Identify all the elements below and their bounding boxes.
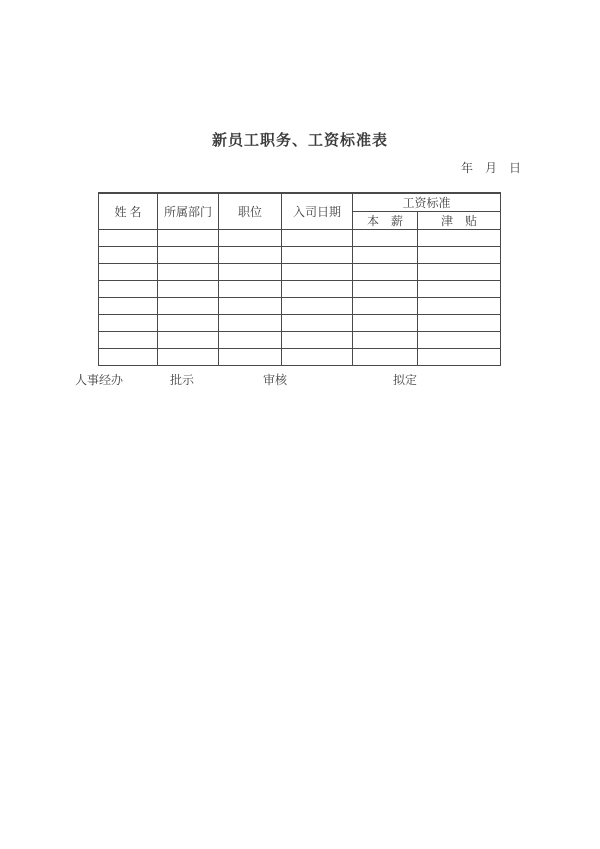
salary-standard-table	[98, 192, 501, 366]
empty-cell	[418, 349, 501, 366]
empty-cell	[282, 247, 353, 264]
col-header-salary-standard: 工资标准	[353, 193, 501, 212]
empty-cell	[418, 247, 501, 264]
empty-cell	[158, 264, 219, 281]
col-header-join-date: 入司日期	[282, 193, 353, 230]
empty-cell	[158, 349, 219, 366]
empty-cell	[219, 230, 282, 247]
empty-cell	[353, 230, 418, 247]
empty-cell	[418, 264, 501, 281]
table-row	[99, 298, 501, 315]
empty-cell	[99, 230, 158, 247]
table-row	[99, 281, 501, 298]
empty-cell	[158, 315, 219, 332]
empty-cell	[219, 332, 282, 349]
empty-cell	[418, 281, 501, 298]
empty-cell	[353, 332, 418, 349]
empty-cell	[353, 264, 418, 281]
empty-cell	[219, 247, 282, 264]
empty-cell	[219, 264, 282, 281]
empty-cell	[99, 298, 158, 315]
empty-cell	[353, 349, 418, 366]
empty-cell	[418, 315, 501, 332]
col-header-position: 职位	[219, 193, 282, 230]
empty-cell	[158, 298, 219, 315]
header-row-1	[99, 193, 501, 212]
table-row	[99, 247, 501, 264]
table-header	[99, 193, 501, 230]
empty-cell	[219, 315, 282, 332]
col-header-allowance: 津 贴	[418, 212, 501, 230]
table-row	[99, 230, 501, 247]
table-row	[99, 315, 501, 332]
col-header-base-salary: 本 薪	[353, 212, 418, 230]
empty-cell	[353, 298, 418, 315]
empty-cell	[282, 349, 353, 366]
empty-cell	[99, 332, 158, 349]
empty-cell	[282, 264, 353, 281]
empty-cell	[99, 247, 158, 264]
empty-cell	[282, 332, 353, 349]
table-row	[99, 264, 501, 281]
empty-cell	[418, 332, 501, 349]
page-title: 新员工职务、工资标准表	[211, 133, 388, 149]
empty-cell	[99, 264, 158, 281]
empty-cell	[219, 298, 282, 315]
empty-cell	[282, 298, 353, 315]
empty-cell	[353, 281, 418, 298]
col-header-name: 姓 名	[99, 193, 158, 230]
empty-cell	[282, 281, 353, 298]
empty-cell	[158, 281, 219, 298]
signature-label-instructions: 批示	[170, 373, 195, 387]
col-header-department: 所属部门	[158, 193, 219, 230]
table-row	[99, 349, 501, 366]
empty-cell	[282, 230, 353, 247]
empty-cell	[158, 247, 219, 264]
empty-cell	[158, 332, 219, 349]
empty-cell	[99, 315, 158, 332]
empty-cell	[418, 230, 501, 247]
empty-cell	[99, 281, 158, 298]
empty-cell	[158, 230, 219, 247]
table-row	[99, 332, 501, 349]
empty-cell	[282, 315, 353, 332]
date-fill-in-line: 年 月 日	[461, 161, 522, 175]
empty-cell	[353, 247, 418, 264]
signature-label-draft: 拟定	[393, 373, 418, 387]
empty-cell	[99, 349, 158, 366]
empty-cell	[219, 281, 282, 298]
empty-cell	[219, 349, 282, 366]
empty-cell	[418, 298, 501, 315]
table-body	[99, 230, 501, 366]
signature-label-hr-handler: 人事经办	[75, 373, 124, 387]
empty-cell	[353, 315, 418, 332]
signature-row	[0, 371, 600, 389]
signature-label-review: 审核	[263, 373, 288, 387]
